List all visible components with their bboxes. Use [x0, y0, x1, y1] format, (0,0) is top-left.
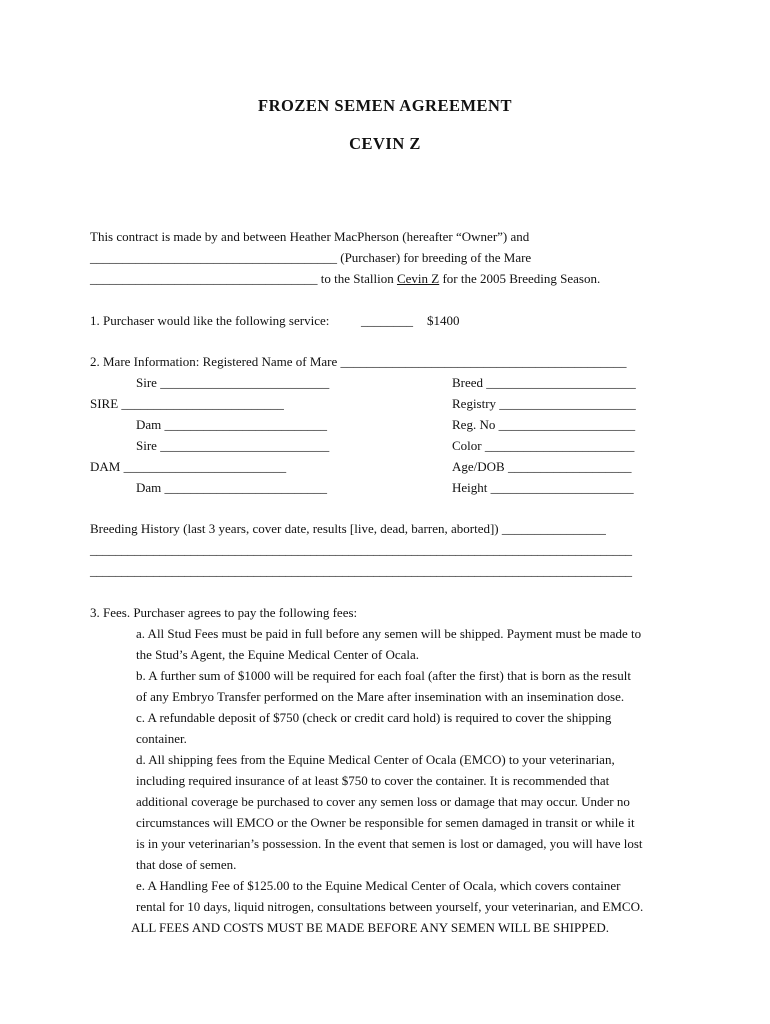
sire-field[interactable]: SIRE _________________________ [90, 396, 284, 411]
fee-line: that dose of semen. [136, 857, 237, 872]
purchaser-name-blank[interactable]: ______________________________________ [90, 250, 337, 265]
document-title: FROZEN SEMEN AGREEMENT [258, 96, 512, 115]
dam-of-sire-field[interactable]: Dam _________________________ [136, 417, 328, 432]
fee-line: b. A further sum of $1000 will be required for each foal (after the first) that is born as the result [136, 668, 631, 683]
intro-line-2-text: (Purchaser) for breeding of the Mare [337, 250, 532, 265]
fees-heading: 3. Fees. Purchaser agrees to pay the following fees: [90, 605, 358, 620]
stallion-name: Cevin Z [396, 271, 440, 286]
reg-no-field[interactable]: Reg. No _____________________ [452, 417, 636, 432]
mare-info-heading: 2. Mare Information: Registered Name of Mare ____________________________________________ [90, 354, 627, 369]
dam-of-dam-field[interactable]: Dam _________________________ [136, 480, 328, 495]
fee-line: is in your veterinarian’s possession. In the event that semen is lost or damaged, you will have lost [136, 836, 643, 851]
fee-line: rental for 10 days, liquid nitrogen, consultations between yourself, your veterinarian, and EMCO. [136, 899, 644, 914]
color-field[interactable]: Color _______________________ [452, 438, 635, 453]
intro-line-3-pre: to the Stallion [317, 271, 397, 286]
age-dob-field[interactable]: Age/DOB ___________________ [452, 459, 632, 474]
fee-line: e. A Handling Fee of $125.00 to the Equine Medical Center of Ocala, which covers container [136, 878, 621, 893]
fee-line: additional coverage be purchased to cover any semen loss or damage that may occur. Under no [136, 794, 630, 809]
fee-line: a. All Stud Fees must be paid in full before any semen will be shipped. Payment must be made to [136, 626, 642, 641]
intro-line-3-post: for the 2005 Breeding Season. [439, 271, 601, 286]
service-blank[interactable]: ________ [361, 313, 413, 328]
sire-of-dam-field[interactable]: Sire __________________________ [136, 438, 330, 453]
fee-line: of any Embryo Transfer performed on the Mare after insemination with an insemination dose. [136, 689, 625, 704]
intro-line-3 [90, 271, 600, 287]
mare-name-blank[interactable]: ___________________________________ [90, 271, 318, 286]
height-field[interactable]: Height ______________________ [452, 480, 634, 495]
service-text: 1. Purchaser would like the following service: [90, 313, 330, 328]
fee-line: c. A refundable deposit of $750 (check or credit card hold) is required to cover the shipping [136, 710, 612, 725]
dam-field[interactable]: DAM _________________________ [90, 459, 287, 474]
fee-line: circumstances will EMCO or the Owner be responsible for semen damaged in transit or while it [136, 815, 635, 830]
fees-final-notice: ALL FEES AND COSTS MUST BE MADE BEFORE ANY SEMEN WILL BE SHIPPED. [131, 920, 610, 935]
fee-line: including required insurance of at least $750 to cover the container. It is recommended that [136, 773, 610, 788]
breed-field[interactable]: Breed _______________________ [452, 375, 636, 390]
sire-of-sire-field[interactable]: Sire __________________________ [136, 375, 330, 390]
fee-line: the Stud’s Agent, the Equine Medical Center of Ocala. [136, 647, 420, 662]
breeding-history-line-1[interactable]: Breeding History (last 3 years, cover date, results [live, dead, barren, aborted]) ________________ [90, 521, 606, 536]
fee-line: container. [136, 731, 187, 746]
service-price: $1400 [427, 313, 460, 328]
intro-line-2 [90, 250, 531, 266]
intro-line-1: This contract is made by and between Heather MacPherson (hereafter “Owner”) and [90, 229, 530, 244]
registry-field[interactable]: Registry _____________________ [452, 396, 636, 411]
breeding-history-line-3[interactable]: ______________________________________________________________________________________ [90, 563, 632, 578]
document-subtitle: CEVIN Z [349, 134, 421, 153]
breeding-history-line-2[interactable]: ______________________________________________________________________________________ [90, 542, 632, 557]
fee-line: d. All shipping fees from the Equine Medical Center of Ocala (EMCO) to your veterinarian, [136, 752, 615, 767]
